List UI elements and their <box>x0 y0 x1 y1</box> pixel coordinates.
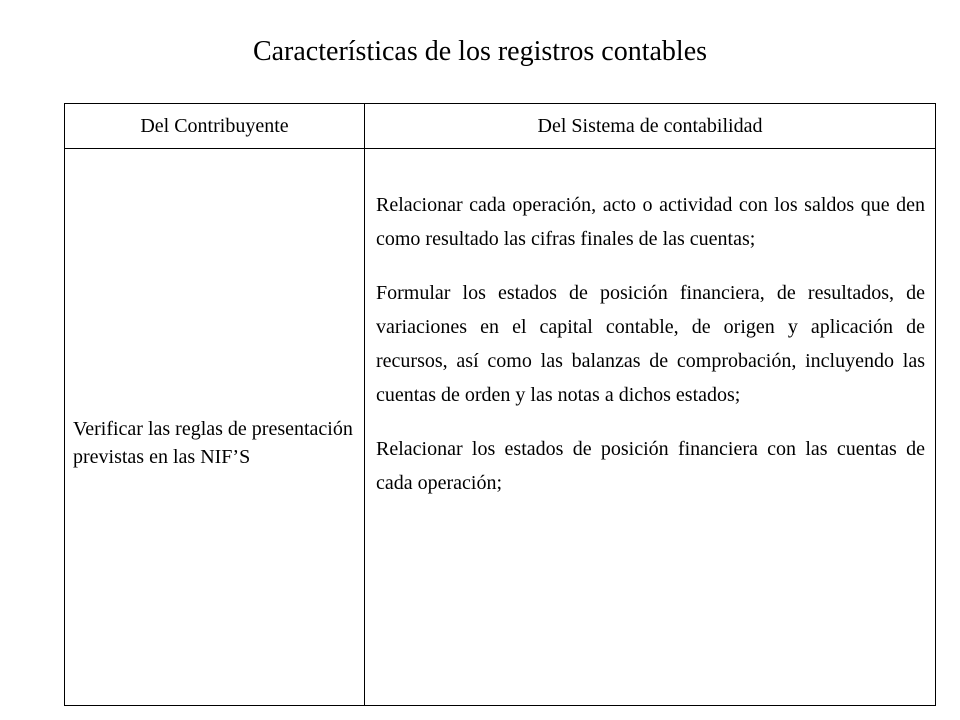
contribuyente-text: Verificar las reglas de presentación previstas en las NIF’S <box>73 418 353 468</box>
column-header-sistema: Del Sistema de contabilidad <box>365 104 935 149</box>
page-title: Características de los registros contables <box>252 36 708 67</box>
sistema-item: Relacionar los estados de posición financiera con las cuentas de cada operación; <box>376 438 925 494</box>
sistema-item: Formular los estados de posición financiera, de resultados, de variaciones en el capital contable, de origen y aplicación de recursos, así como las balanzas de comprobación, incluyendo las cuentas de orden y las notas a dichos estados; <box>376 282 925 406</box>
column-header-contribuyente: Del Contribuyente <box>65 104 365 149</box>
contribuyente-cell <box>65 149 365 705</box>
sistema-item: Relacionar cada operación, acto o actividad con los saldos que den como resultado las cifras finales de las cuentas; <box>376 194 925 250</box>
sistema-cell <box>365 149 935 705</box>
characteristics-table <box>64 103 936 706</box>
